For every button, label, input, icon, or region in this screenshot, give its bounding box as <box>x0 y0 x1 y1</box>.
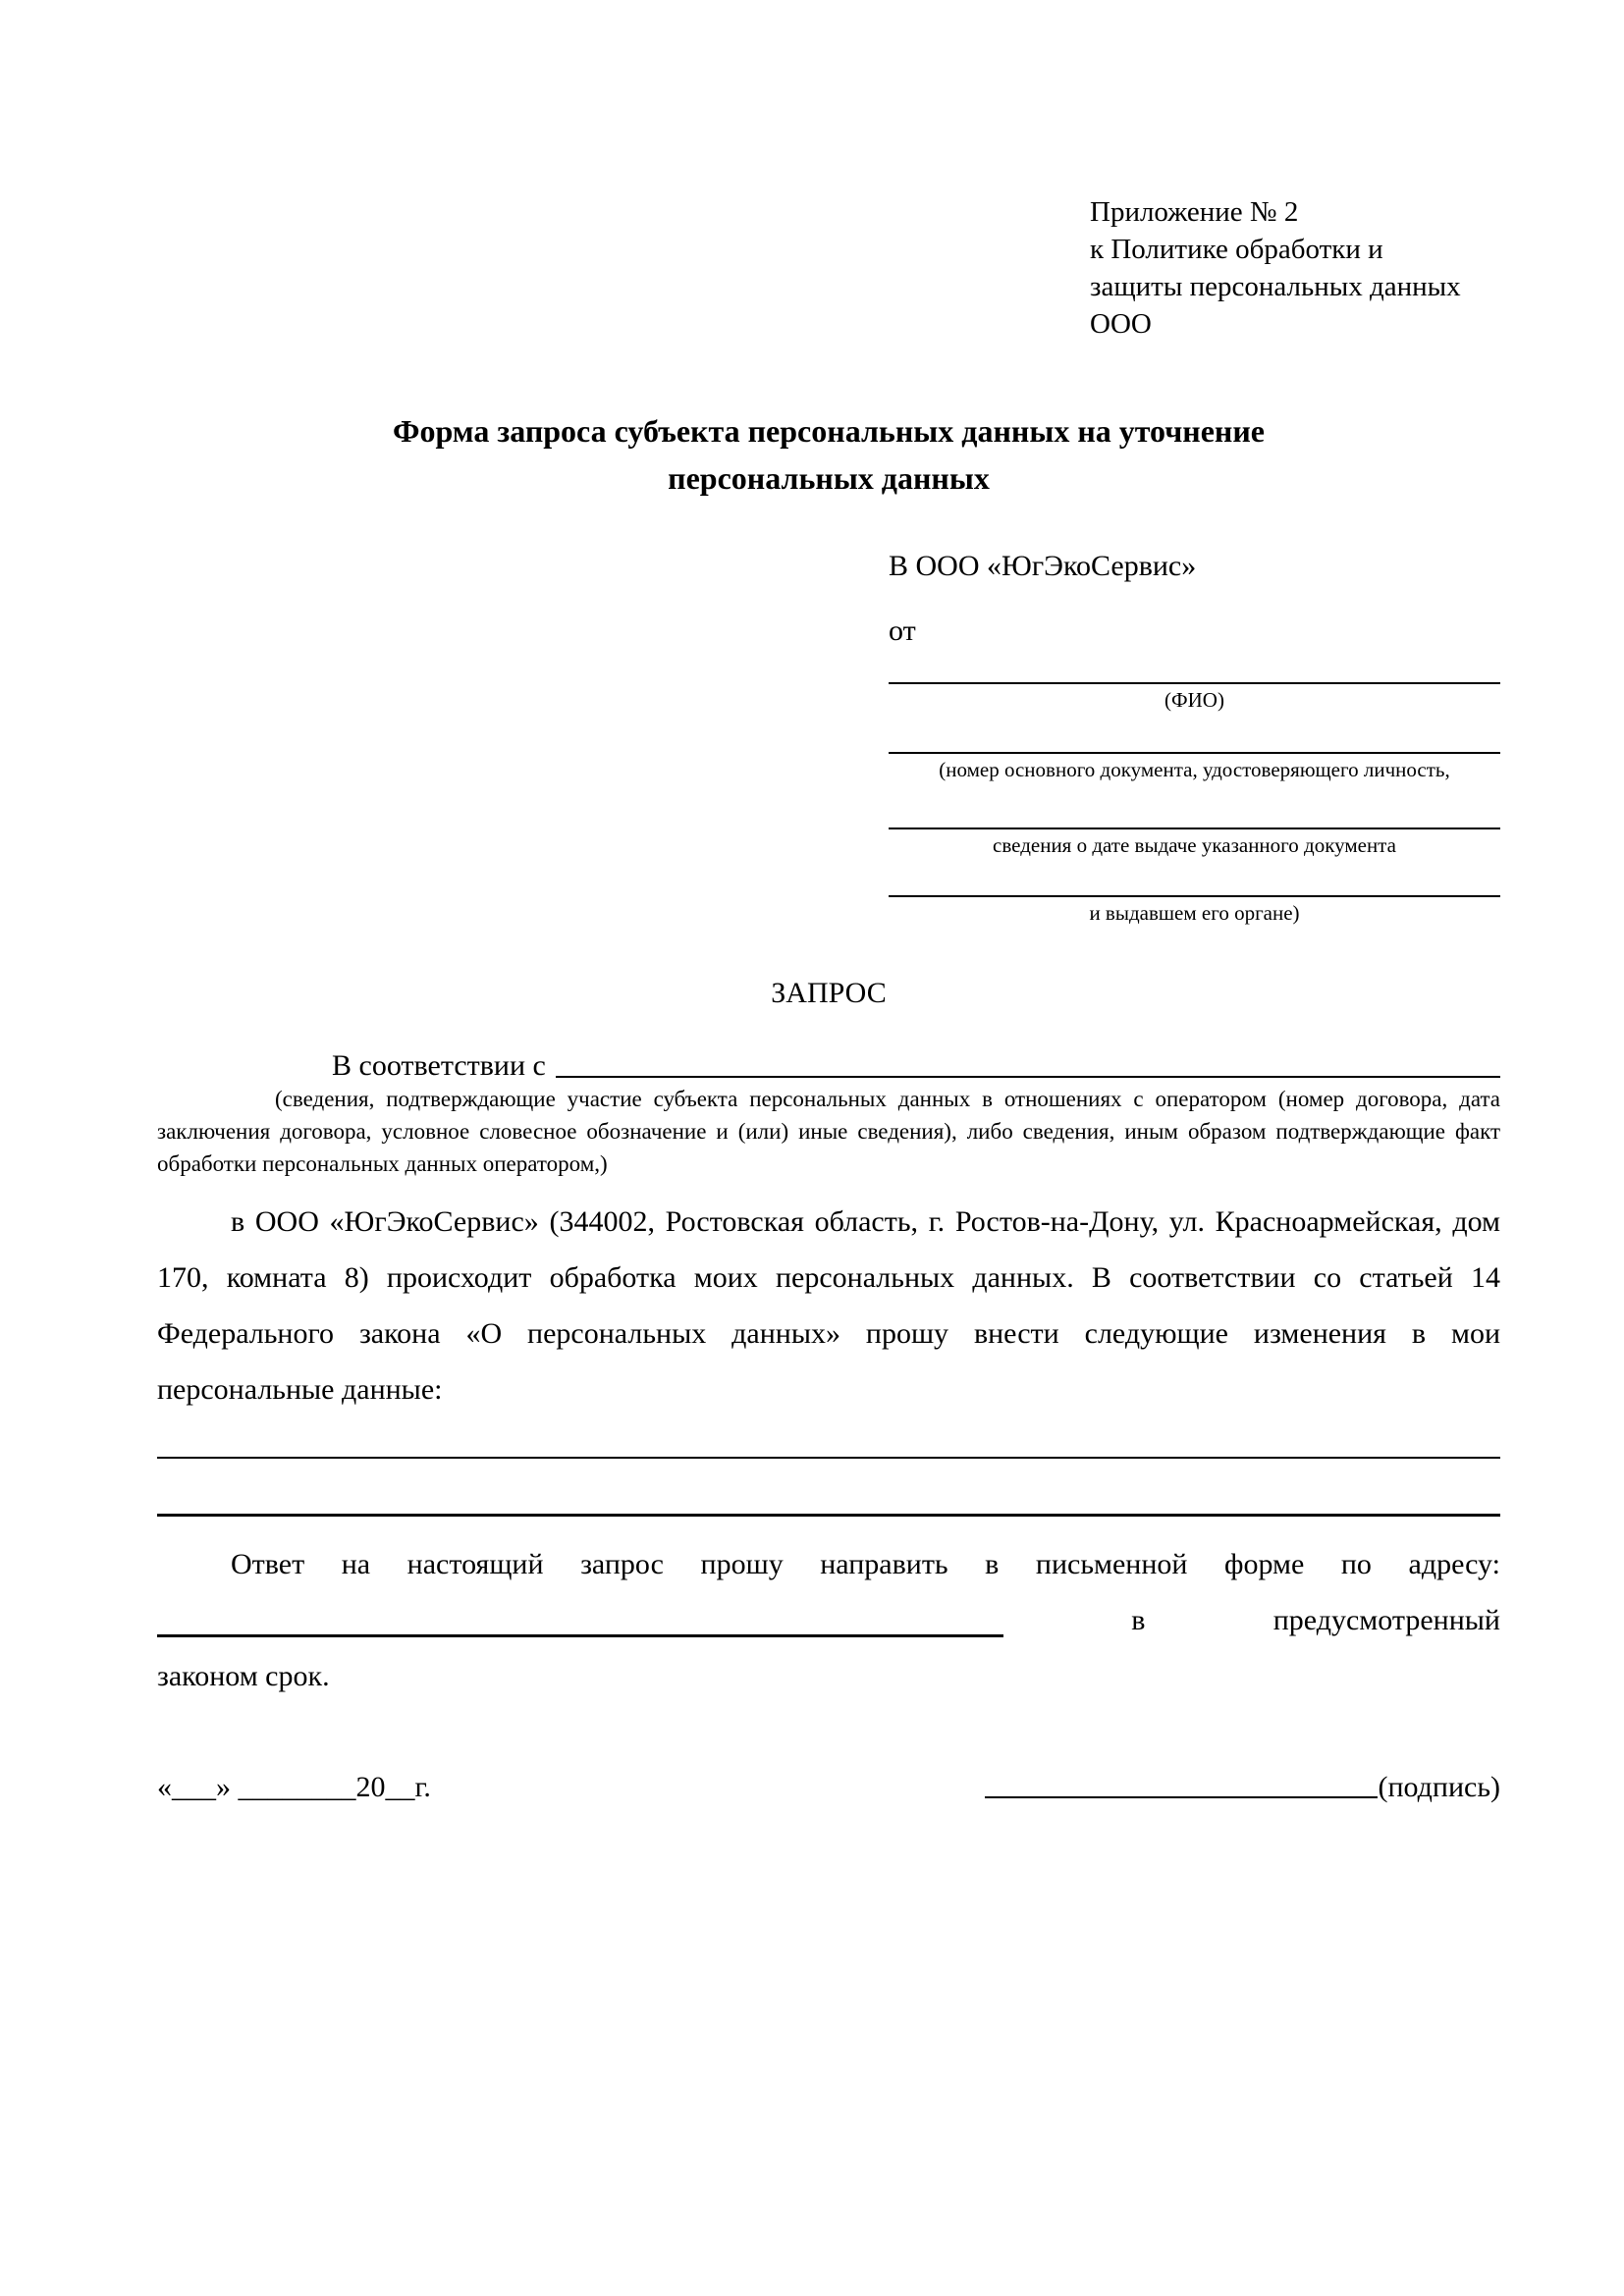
changes-field-line-2[interactable] <box>157 1514 1500 1517</box>
signature-field-line[interactable] <box>985 1796 1378 1798</box>
appendix-line: Приложение № 2 <box>1090 196 1299 228</box>
footer-row <box>157 1771 1500 1804</box>
body-paragraph: в ООО «ЮгЭкоСервис» (344002, Ростовская область, г. Ростов-на-Дону, ул. Красноармейская, дом 170, комната 8) происходит обработка моих персональных данных. В соответствии со статьей 14 Федерального закона «О персональных данных» прошу внести следующие изменения в мои персональные данные: <box>157 1205 1500 1406</box>
signature-block <box>985 1771 1500 1804</box>
request-heading: ЗАПРОС <box>771 977 887 1009</box>
appendix-line: защиты персональных данных <box>1090 271 1461 302</box>
accordance-note: (сведения, подтверждающие участие субъекта персональных данных в отношениях с оператором (номер договора, дата заключения договора, условное словесное обозначение и (или) иные сведения), либо сведения, иным образом подтверждающие факт обработки персональных данных оператором,) <box>157 1087 1500 1176</box>
signature-caption: (подпись) <box>1378 1771 1500 1803</box>
document-number-field-line[interactable] <box>889 713 1500 754</box>
reply-paragraph <box>157 1536 1500 1704</box>
date-field[interactable]: «___» ________20__г. <box>157 1771 431 1803</box>
appendix-block <box>1090 193 1500 343</box>
issuing-authority-field-line[interactable] <box>889 858 1500 897</box>
document-title <box>157 407 1500 502</box>
accordance-lead-text: В соответствии с <box>332 1049 546 1082</box>
reply-sentence: Ответ на настоящий запрос прошу направить в письменной форме по адресу: <box>231 1548 1500 1580</box>
appendix-line: ООО <box>1090 308 1152 340</box>
address-field-line[interactable] <box>157 1634 1003 1637</box>
issuing-authority-field-caption: и выдавшем его органе) <box>1089 901 1300 925</box>
fio-field-line[interactable] <box>889 649 1500 684</box>
reply-closing: законом срок. <box>157 1660 330 1692</box>
accordance-field-line[interactable] <box>556 1076 1500 1078</box>
document-title-line2: персональных данных <box>668 460 990 496</box>
addressee-block <box>889 549 1500 926</box>
appendix-line: к Политике обработки и <box>1090 234 1383 265</box>
changes-field-line-1[interactable] <box>157 1457 1500 1459</box>
accordance-line <box>157 1049 1500 1083</box>
fio-field-caption: (ФИО) <box>1164 688 1224 712</box>
from-label: от <box>889 614 916 647</box>
reply-word-predusmotrenny: предусмотренный <box>1272 1604 1500 1636</box>
reply-address-row <box>157 1592 1500 1648</box>
issue-date-field-caption: сведения о дате выдаче указанного документа <box>993 833 1396 857</box>
document-number-field-caption: (номер основного документа, удостоверяющего личность, <box>939 758 1450 781</box>
document-title-line1: Форма запроса субъекта персональных данных на уточнение <box>393 413 1265 449</box>
issue-date-field-line[interactable] <box>889 782 1500 829</box>
reply-word-v: в <box>1131 1604 1146 1636</box>
addressee-organization: В ООО «ЮгЭкоСервис» <box>889 550 1197 582</box>
